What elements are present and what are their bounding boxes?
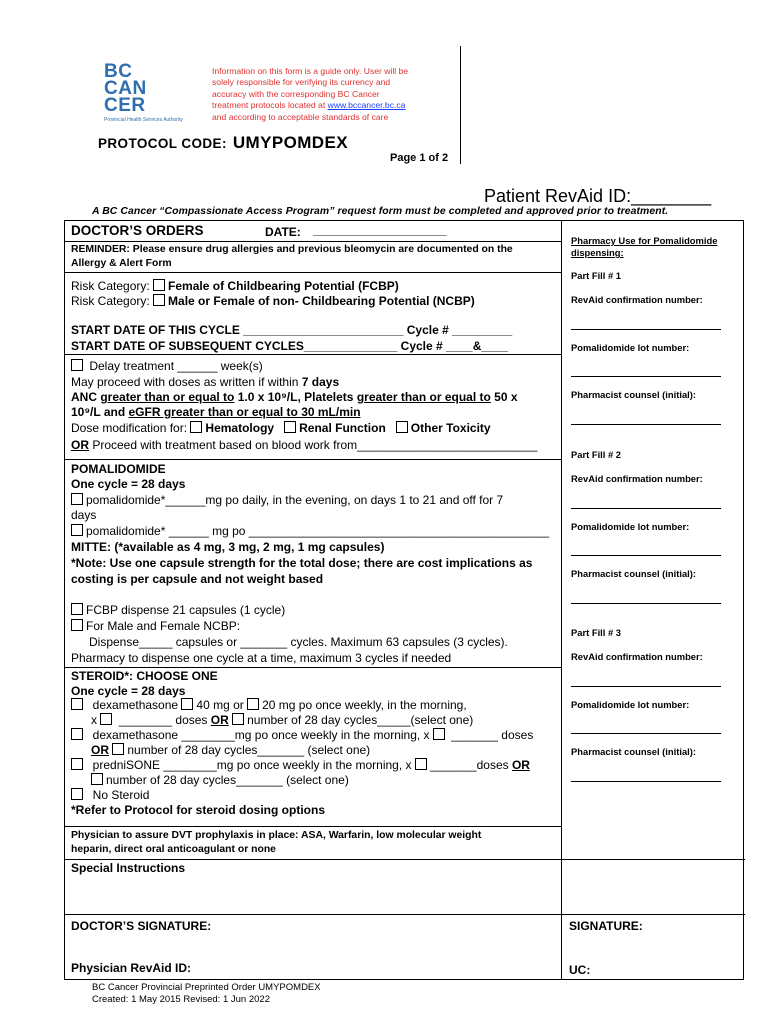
prednisone-option xyxy=(71,758,530,772)
dex-40mg-checkbox[interactable] xyxy=(181,698,193,710)
risk-row-2 xyxy=(71,294,475,308)
note-line2: costing is per capsule and not weight based xyxy=(71,572,324,586)
other-toxicity-label: Other Toxicity xyxy=(410,421,491,435)
renal-checkbox[interactable] xyxy=(284,421,296,433)
dex1-cycles-checkbox[interactable] xyxy=(232,713,244,725)
hematology-checkbox[interactable] xyxy=(190,421,202,433)
logo-line2: CAN xyxy=(104,78,147,99)
part-fill-1: Part Fill # 1 xyxy=(571,270,622,281)
row-divider xyxy=(65,914,745,915)
lot-number-3: Pomalidomide lot number: xyxy=(571,699,690,710)
pom-cycle: One cycle = 28 days xyxy=(71,477,186,491)
dex1-cycles: number of 28 day cycles_____(select one) xyxy=(247,713,474,727)
pomalidomide-title: POMALIDOMIDE xyxy=(71,462,166,476)
ncbp-checkbox[interactable] xyxy=(153,294,165,306)
dex-20mg-checkbox[interactable] xyxy=(247,698,259,710)
revaid-confirmation-2-field[interactable] xyxy=(571,508,721,509)
header-divider xyxy=(460,46,461,164)
doctors-orders-form xyxy=(64,220,744,980)
dex2-cycles: number of 28 day cycles_______ (select one) xyxy=(127,743,371,757)
pharmacy-column-divider xyxy=(561,221,562,914)
row-divider xyxy=(65,354,561,355)
pharmacist-counsel-3: Pharmacist counsel (initial): xyxy=(571,746,697,757)
prednisone-checkbox[interactable] xyxy=(71,758,83,770)
fcbp-dispense-row xyxy=(71,603,285,617)
dex1-doses-checkbox[interactable] xyxy=(100,713,112,725)
disclaimer-line4 xyxy=(212,100,452,111)
logo-tagline: Provincial Health Services Authority xyxy=(104,117,183,123)
revaid-confirmation-3: RevAid confirmation number: xyxy=(571,651,703,662)
proceed-row xyxy=(71,375,339,389)
pom2-text: pomalidomide* ______ mg po _____________________________________________ xyxy=(86,524,550,538)
dex1-quantity-row xyxy=(91,713,473,727)
physician-revaid-id[interactable]: Physician RevAid ID: xyxy=(71,961,192,975)
egfr-prefix: 10⁹/L and xyxy=(71,405,129,419)
delay-checkbox[interactable] xyxy=(71,359,83,371)
pharmacy-dispense-note: Pharmacy to dispense one cycle at a time, maximum 3 cycles if needed xyxy=(71,651,452,665)
lot-number-1: Pomalidomide lot number: xyxy=(571,342,690,353)
pharmacist-counsel-3-field[interactable] xyxy=(571,781,721,782)
pharmacist-counsel-1: Pharmacist counsel (initial): xyxy=(571,389,697,400)
note-line1: *Note: Use one capsule strength for the total dose; there are cost implications as xyxy=(71,556,533,570)
revaid-confirmation-1-field[interactable] xyxy=(571,329,721,330)
pharmacist-counsel-2-field[interactable] xyxy=(571,603,721,604)
steroid-title: STEROID*: CHOOSE ONE xyxy=(71,669,218,683)
disclaimer-line2: solely responsible for verifying its currency and xyxy=(212,77,391,88)
anc-mid: 1.0 x 10⁹/L, Platelets xyxy=(234,390,357,404)
disclaimer-line5: and according to acceptable standards of care xyxy=(212,111,389,122)
pharmacist-counsel-1-field[interactable] xyxy=(571,424,721,425)
row-divider xyxy=(65,459,561,460)
or-label: OR xyxy=(71,438,89,452)
part-fill-3: Part Fill # 3 xyxy=(571,627,622,638)
dex2-doses-checkbox[interactable] xyxy=(433,728,445,740)
patient-revaid-id: Patient RevAid ID:________ xyxy=(484,186,712,206)
prednisone-cycles-checkbox[interactable] xyxy=(91,773,103,785)
date-field[interactable]: ____________________ xyxy=(313,223,447,237)
dex-20mg-label: 20 mg po once weekly, in the morning, xyxy=(262,698,467,712)
special-instructions[interactable]: Special Instructions xyxy=(71,861,186,875)
proceed-blood-row[interactable] xyxy=(71,438,537,452)
fcbp-dispense-checkbox[interactable] xyxy=(71,603,83,615)
anc-threshold: greater than or equal to xyxy=(100,390,235,404)
mitte: MITTE: (*available as 4 mg, 3 mg, 2 mg, 1 mg capsules) xyxy=(71,540,385,554)
ncbp-dispense-label: For Male and Female NCBP: xyxy=(86,619,241,633)
delay-row xyxy=(71,359,263,373)
lot-number-1-field[interactable] xyxy=(571,376,721,377)
footer-line2: Created: 1 May 2015 Revised: 1 Jun 2022 xyxy=(92,994,270,1005)
pom1-continued: days xyxy=(71,508,97,522)
anc-row xyxy=(71,390,518,404)
steroid-cycle: One cycle = 28 days xyxy=(71,684,186,698)
anc-prefix: ANC xyxy=(71,390,101,404)
start-date-cycle[interactable]: START DATE OF THIS CYCLE ________________________ Cycle # _________ xyxy=(71,323,513,337)
revaid-confirmation-2: RevAid confirmation number: xyxy=(571,473,703,484)
doctor-signature[interactable]: DOCTOR’S SIGNATURE: xyxy=(71,919,212,933)
dex2-doses: _______ doses xyxy=(451,728,534,742)
dispense-quantity[interactable]: Dispense_____ capsules or _______ cycles. Maximum 63 capsules (3 cycles). xyxy=(89,635,508,649)
date-label: DATE: xyxy=(265,225,301,239)
bccancer-link[interactable]: www.bccancer.bc.ca xyxy=(327,100,406,111)
dose-mod-label: Dose modification for: xyxy=(71,421,188,435)
ncbp-dispense-checkbox[interactable] xyxy=(71,619,83,631)
start-date-subsequent[interactable]: START DATE OF SUBSEQUENT CYCLES______________ Cycle # ____&____ xyxy=(71,339,509,353)
dvt-line1: Physician to assure DVT prophylaxis in place: ASA, Warfarin, low molecular weight xyxy=(71,830,482,841)
dex2-cycles-row xyxy=(91,743,370,757)
egfr-threshold: eGFR greater than or equal to 30 mL/min xyxy=(128,405,361,419)
signature-divider xyxy=(561,914,562,980)
dex-40mg-label: 40 mg or xyxy=(196,698,244,712)
platelet-threshold: greater than or equal to xyxy=(356,390,491,404)
no-steroid-row xyxy=(71,788,149,802)
row-divider xyxy=(65,241,561,242)
prednisone-doses-checkbox[interactable] xyxy=(415,758,427,770)
dex-option-1 xyxy=(71,698,467,712)
dex2-cycles-checkbox[interactable] xyxy=(112,743,124,755)
pharmacist-signature[interactable]: SIGNATURE: xyxy=(569,919,643,933)
prednisone-cycles-row xyxy=(91,773,349,787)
logo-line1: BC xyxy=(104,61,133,82)
or-label: OR xyxy=(511,758,530,772)
row-divider xyxy=(65,667,561,668)
steroid-reference: *Refer to Protocol for steroid dosing options xyxy=(71,803,326,817)
disclaimer xyxy=(212,66,452,123)
dose-mod-row xyxy=(71,421,491,435)
footer-line1: BC Cancer Provincial Preprinted Order UMYPOMDEX xyxy=(92,982,321,993)
risk-label: Risk Category: xyxy=(71,294,150,308)
hematology-label: Hematology xyxy=(205,421,275,435)
revaid-confirmation-1: RevAid confirmation number: xyxy=(571,294,703,305)
program-note: A BC Cancer “Compassionate Access Program” request form must be completed and approved prior to treatment. xyxy=(92,206,669,217)
pom-option-2 xyxy=(71,524,549,538)
disclaimer-prefix: treatment protocols located at xyxy=(212,100,328,111)
protocol-code xyxy=(98,133,348,153)
pom1-text: pomalidomide*______mg po daily, in the evening, on days 1 to 21 and off for 7 xyxy=(86,493,504,507)
row-divider xyxy=(65,272,561,273)
egfr-row xyxy=(71,405,361,419)
lot-number-2: Pomalidomide lot number: xyxy=(571,521,690,532)
part-fill-2: Part Fill # 2 xyxy=(571,449,622,460)
page-number: Page 1 of 2 xyxy=(390,152,449,164)
no-steroid-label: No Steroid xyxy=(92,788,150,802)
pom-option-1 xyxy=(71,493,503,507)
lot-number-3-field[interactable] xyxy=(571,733,721,734)
lot-number-2-field[interactable] xyxy=(571,555,721,556)
proceed-days: 7 days xyxy=(301,375,340,389)
anc-end: 50 x xyxy=(490,390,518,404)
dex2-checkbox[interactable] xyxy=(71,728,83,740)
proceed-text: May proceed with doses as written if within xyxy=(71,375,302,389)
fcbp-label: Female of Childbearing Potential (FCBP) xyxy=(168,279,399,293)
fcbp-dispense-label: FCBP dispense 21 capsules (1 cycle) xyxy=(86,603,286,617)
logo-line3: CER xyxy=(104,95,146,116)
bc-cancer-logo xyxy=(104,63,204,125)
risk-label: Risk Category: xyxy=(71,279,150,293)
dex-option-2 xyxy=(71,728,533,742)
fcbp-checkbox[interactable] xyxy=(153,279,165,291)
dex1-drug: dexamethasone xyxy=(92,698,179,712)
disclaimer-line1: Information on this form is a guide only. User will be xyxy=(212,66,409,76)
dvt-line2: heparin, direct oral anticoagulant or none xyxy=(71,844,276,855)
prednisone-text: predniSONE ________mg po once weekly in the morning, x xyxy=(92,758,412,772)
ncbp-dispense-row xyxy=(71,619,240,633)
dex1-doses: ________ doses xyxy=(118,713,208,727)
no-steroid-checkbox[interactable] xyxy=(71,788,83,800)
revaid-confirmation-3-field[interactable] xyxy=(571,686,721,687)
row-divider xyxy=(65,859,745,860)
dex1-checkbox[interactable] xyxy=(71,698,83,710)
reminder-line1: REMINDER: Please ensure drug allergies and previous bleomycin are documented on the xyxy=(71,244,513,255)
or-label: OR xyxy=(91,743,109,757)
risk-row-1 xyxy=(71,279,399,293)
or-label: OR xyxy=(210,713,229,727)
row-divider xyxy=(65,826,561,827)
delay-label: Delay treatment ______ week(s) xyxy=(89,359,263,373)
dex1-x: x xyxy=(91,713,97,727)
pom1-checkbox[interactable] xyxy=(71,493,83,505)
proceed-blood-text: Proceed with treatment based on blood work from___________________________ xyxy=(89,438,538,452)
pom2-checkbox[interactable] xyxy=(71,524,83,536)
doctors-orders-title: DOCTOR’S ORDERS xyxy=(71,223,204,238)
prednisone-doses: _______doses xyxy=(429,758,509,772)
pharmacy-title-line2: dispensing: xyxy=(571,247,624,258)
ncbp-label: Male or Female of non- Childbearing Potential (NCBP) xyxy=(168,294,475,308)
disclaimer-line3: accuracy with the corresponding BC Cancer xyxy=(212,88,380,99)
uc-field[interactable]: UC: xyxy=(569,963,591,977)
prednisone-cycles: number of 28 day cycles_______ (select one) xyxy=(106,773,349,787)
protocol-code-value: UMYPOMDEX xyxy=(232,133,348,152)
other-toxicity-checkbox[interactable] xyxy=(396,421,408,433)
protocol-label: PROTOCOL CODE: xyxy=(98,136,227,151)
dex2-text: dexamethasone ________mg po once weekly in the morning, x xyxy=(92,728,430,742)
pharmacy-title-line1: Pharmacy Use for Pomalidomide xyxy=(571,235,718,246)
footer xyxy=(92,982,321,1006)
pharmacist-counsel-2: Pharmacist counsel (initial): xyxy=(571,568,697,579)
renal-label: Renal Function xyxy=(299,421,386,435)
reminder-line2: Allergy & Alert Form xyxy=(71,258,172,269)
